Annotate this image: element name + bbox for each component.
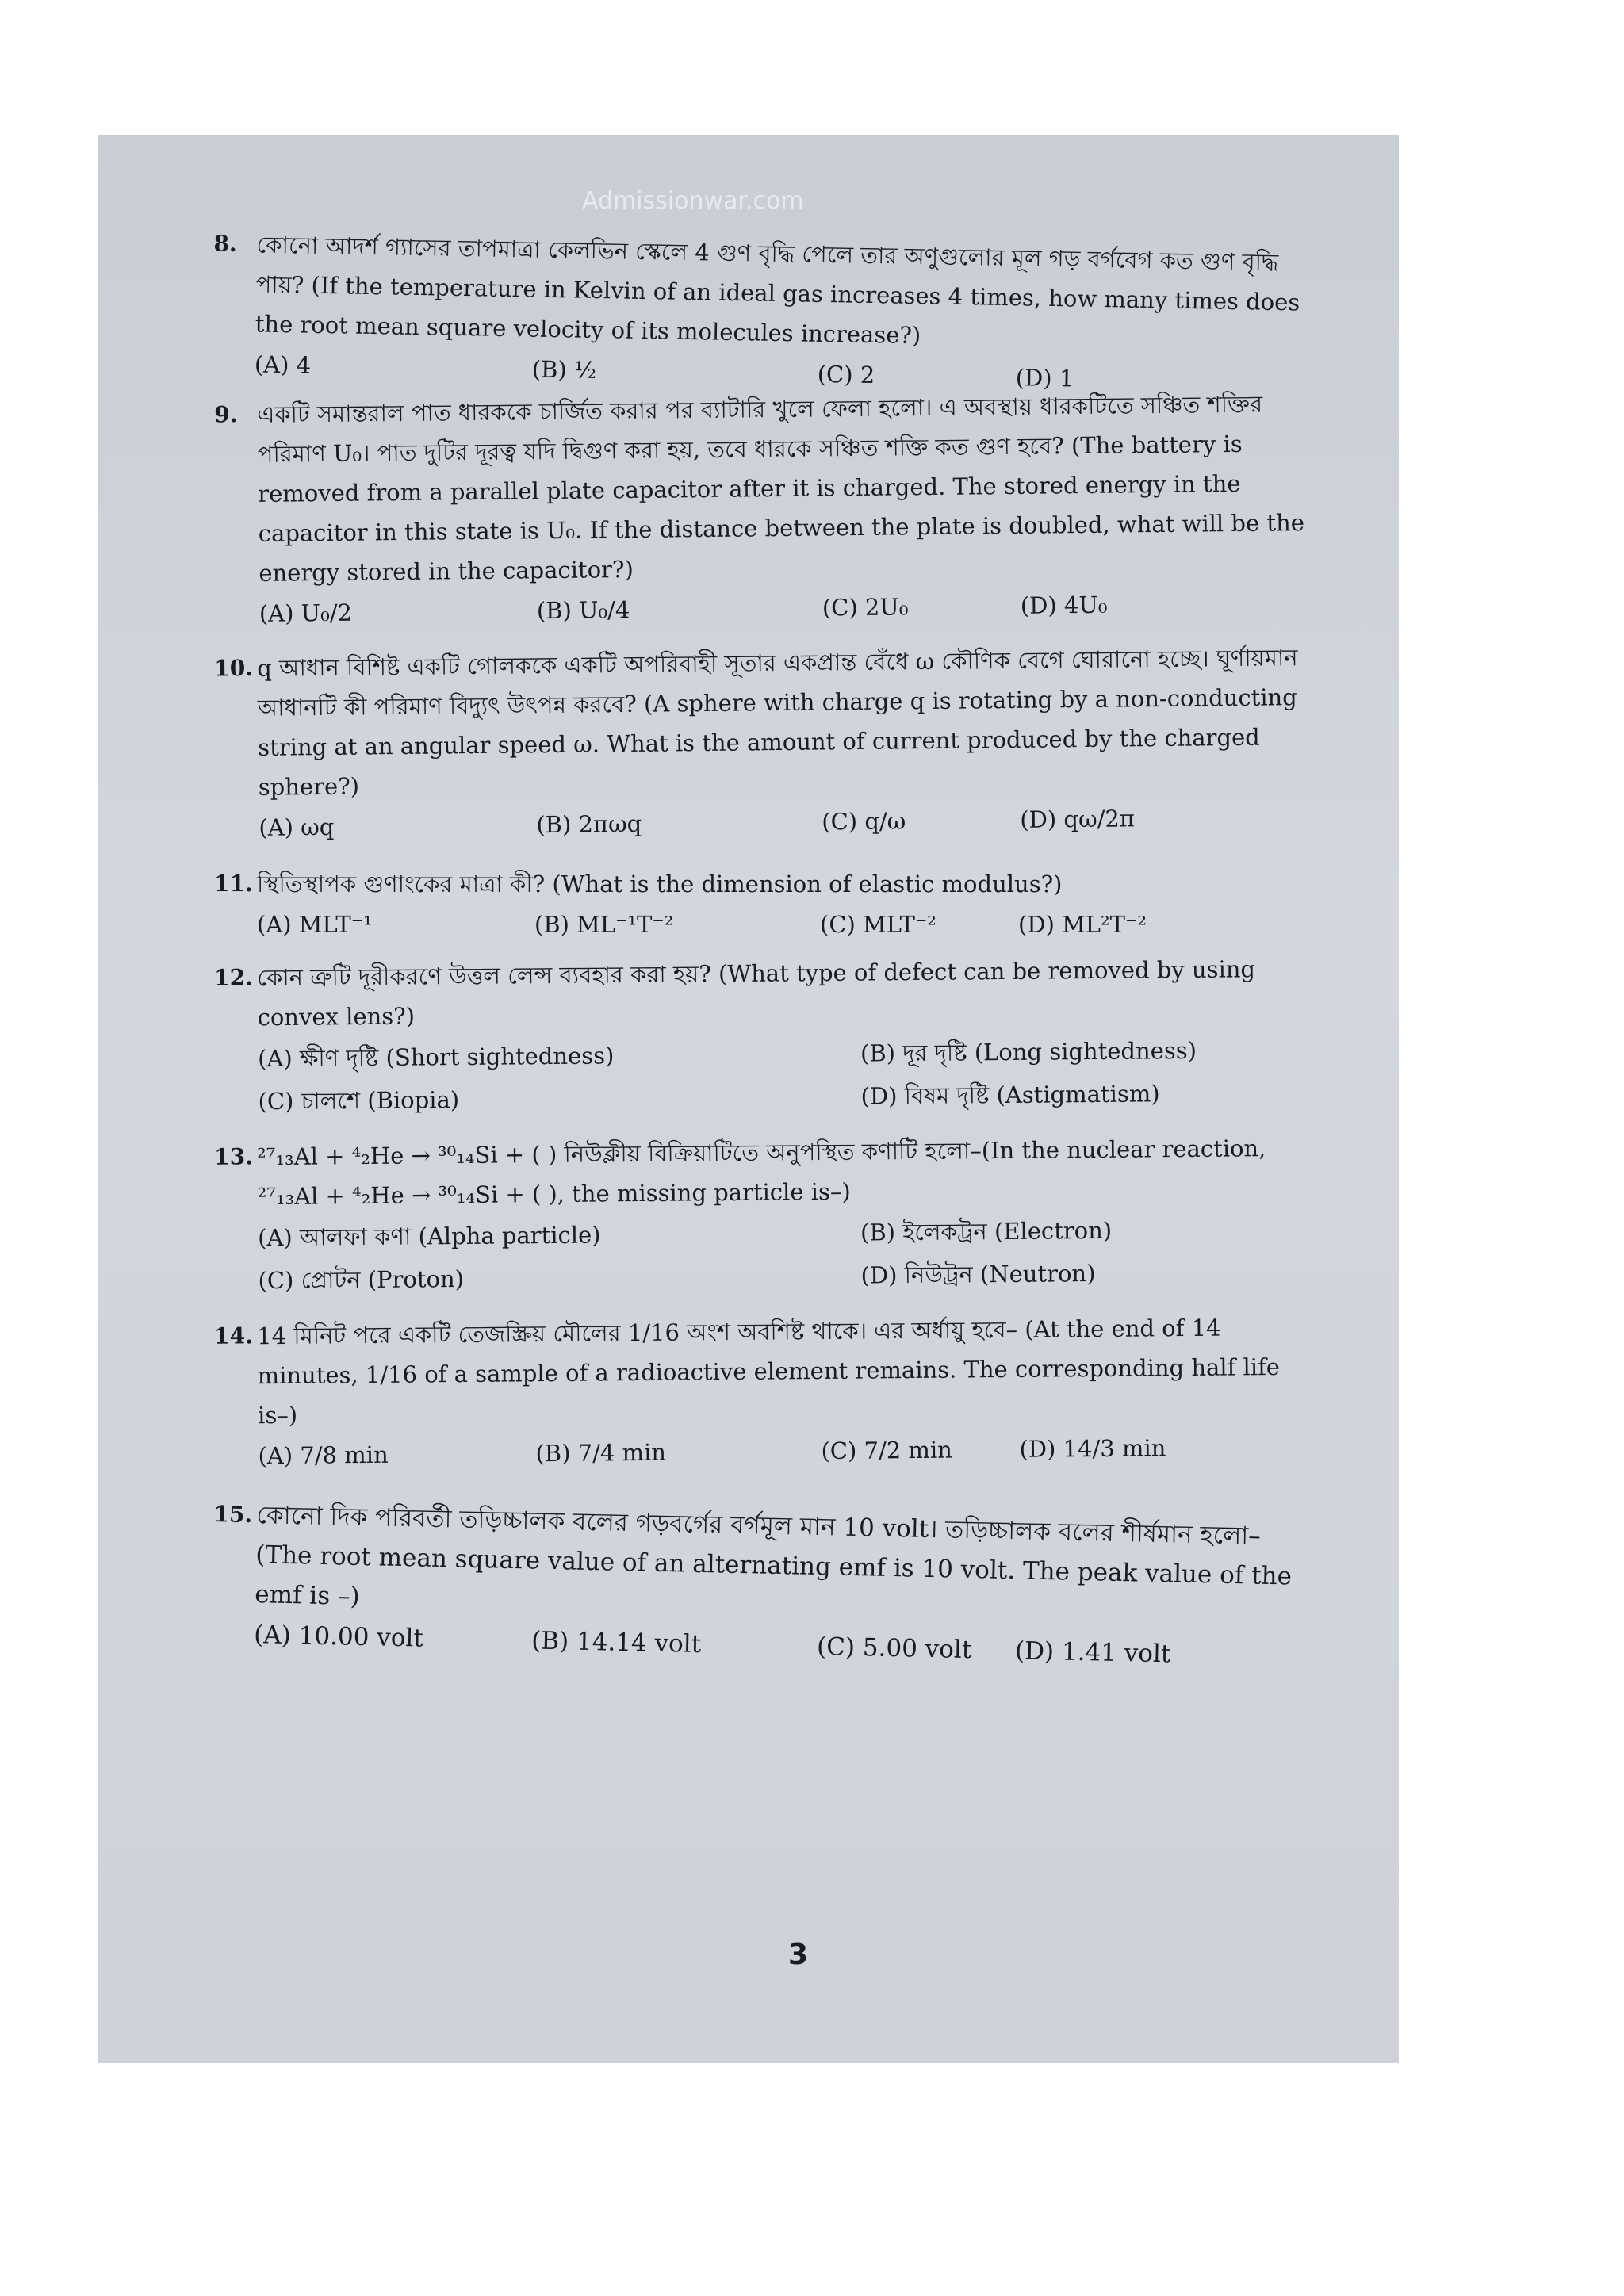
options <box>258 1207 1313 1303</box>
question-9 <box>98 383 1399 636</box>
question-text: ²⁷₁₃Al + ⁴₂He → ³⁰₁₄Si + ( ) নিউক্লীয় বিক্রিয়াটিতে অনুপস্থিত কণাটি হলো–(In the nuclear reaction, ²⁷₁₃Al + ⁴₂He → ³⁰₁₄Si + ( ), the missing particle is–) <box>257 1135 1266 1211</box>
question-14 <box>98 1307 1399 1478</box>
option-c: (C) চালশে (Biopia) <box>258 1086 460 1115</box>
option-a: (A) 10.00 volt <box>253 1621 424 1653</box>
option-c: (C) MLT⁻² <box>820 911 936 938</box>
question-10 <box>98 637 1399 850</box>
option-b: (B) U₀/4 <box>536 595 630 625</box>
question-15 <box>98 1492 1399 1679</box>
question-8 <box>98 222 1399 405</box>
option-b: (B) ইলেকট্রন (Electron) <box>860 1216 1113 1246</box>
option-d: (D) qω/2π <box>1020 805 1136 833</box>
question-12 <box>98 948 1399 1124</box>
option-c: (C) 5.00 volt <box>816 1632 972 1665</box>
option-b: (B) 7/4 min <box>535 1438 667 1468</box>
question-number: 15. <box>213 1501 253 1529</box>
question-text: q আধান বিশিষ্ট একটি গোলককে একটি অপরিবাহী সূতার একপ্রান্ত বেঁধে ω কৌণিক বেগে ঘোরানো হচ্ছে। ঘূর্ণায়মান আধানটি কী পরিমাণ বিদ্যুৎ উৎপন্ন করবে? (A sphere with charge q is rotating by a non-conducting string at an angular speed ω. What is the amount of current produced by the charged sphere?) <box>257 644 1298 801</box>
option-d: (D) নিউট্রন (Neutron) <box>860 1260 1096 1289</box>
options <box>258 1426 1312 1477</box>
option-c: (C) 7/2 min <box>821 1436 953 1465</box>
question-13 <box>98 1127 1399 1303</box>
page-number: 3 <box>788 1938 809 1971</box>
question-number: 14. <box>214 1322 254 1349</box>
option-a: (A) 7/8 min <box>258 1441 389 1470</box>
option-d: (D) 4U₀ <box>1020 591 1108 619</box>
question-text: স্থিতিস্থাপক গুণাংকের মাত্রা কী? (What is the dimension of elastic modulus?) <box>257 871 1063 897</box>
option-d: (D) 1 <box>1015 364 1074 392</box>
option-a: (A) ωq <box>259 813 335 841</box>
question-text: কোন ত্রুটি দূরীকরণে উত্তল লেন্স ব্যবহার করা হয়? (What type of defect can be removed by using convex lens?) <box>257 955 1256 1031</box>
options <box>258 1028 1313 1123</box>
question-text: কোনো দিক পরিবর্তী তড়িচ্চালক বলের গড়বর্গের বর্গমূল মান 10 volt। তড়িচ্চালক বলের শীর্ষমান হলো– (The root mean square value of an alternating emf is 10 volt. The peak value of the emf is –) <box>254 1501 1293 1611</box>
option-a: (A) ক্ষীণ দৃষ্টি (Short sightedness) <box>257 1042 615 1073</box>
option-d: (D) 1.41 volt <box>1014 1636 1171 1669</box>
option-b: (B) ½ <box>531 355 597 384</box>
option-a: (A) আলফা কণা (Alpha particle) <box>257 1221 601 1252</box>
option-c: (C) 2U₀ <box>822 593 909 622</box>
option-b: (B) দূর দৃষ্টি (Long sightedness) <box>860 1036 1197 1067</box>
question-number: 9. <box>214 401 238 428</box>
question-11 <box>98 864 1399 945</box>
option-c: (C) প্রোটন (Proton) <box>258 1265 465 1295</box>
question-text: কোনো আদর্শ গ্যাসের তাপমাত্রা কেলভিন স্কেলে 4 গুণ বৃদ্ধি পেলে তার অণুগুলোর মূল গড় বর্গবেগ কত গুণ বৃদ্ধি পায়? (If the temperature in Kelvin of an ideal gas increases 4 times, how many times does the root mean square velocity of its molecules increase?) <box>255 231 1300 350</box>
option-a: (A) 4 <box>254 350 312 379</box>
option-d: (D) 14/3 min <box>1019 1434 1166 1463</box>
question-number: 11. <box>214 871 253 897</box>
question-text: 14 মিনিট পরে একটি তেজস্ক্রিয় মৌলের 1/16 অংশ অবশিষ্ট থাকে। এর অর্ধায়ু হবে– (At the end of 14 minutes, 1/16 of a sample of a radioactive element remains. The corresponding half life is–) <box>257 1314 1281 1429</box>
option-c: (C) 2 <box>817 360 875 389</box>
question-number: 8. <box>213 230 238 258</box>
options <box>257 904 1312 945</box>
option-a: (A) MLT⁻¹ <box>257 911 373 938</box>
option-b: (B) ML⁻¹T⁻² <box>534 911 674 938</box>
option-d: (D) ML²T⁻² <box>1018 911 1147 938</box>
question-list <box>98 222 1399 1667</box>
option-b: (B) 14.14 volt <box>530 1626 702 1659</box>
question-text: একটি সমান্তরাল পাত ধারককে চার্জিত করার পর ব্যাটারি খুলে ফেলা হলো। এ অবস্থায় ধারকটিতে সঞ্চিত শক্তির পরিমাণ U₀। পাত দুটির দূরত্ব যদি দ্বিগুণ করা হয়, তবে ধারকে সঞ্চিত শক্তি কত গুণ হবে? (The battery is removed from a parallel plate capacitor after it is charged. The stored energy in the capacitor in this state is U₀. If the distance between the plate is doubled, what will be the energy stored in the capacitor?) <box>257 390 1305 587</box>
watermark: Admissionwar.com <box>582 187 804 215</box>
option-d: (D) বিষম দৃষ্টি (Astigmatism) <box>860 1080 1160 1110</box>
question-number: 10. <box>214 654 254 682</box>
question-number: 12. <box>214 964 254 991</box>
option-c: (C) q/ω <box>822 807 906 836</box>
option-b: (B) 2πωq <box>536 809 642 839</box>
question-number: 13. <box>214 1143 254 1170</box>
option-a: (A) U₀/2 <box>259 599 353 627</box>
scanned-page <box>98 135 1399 2063</box>
